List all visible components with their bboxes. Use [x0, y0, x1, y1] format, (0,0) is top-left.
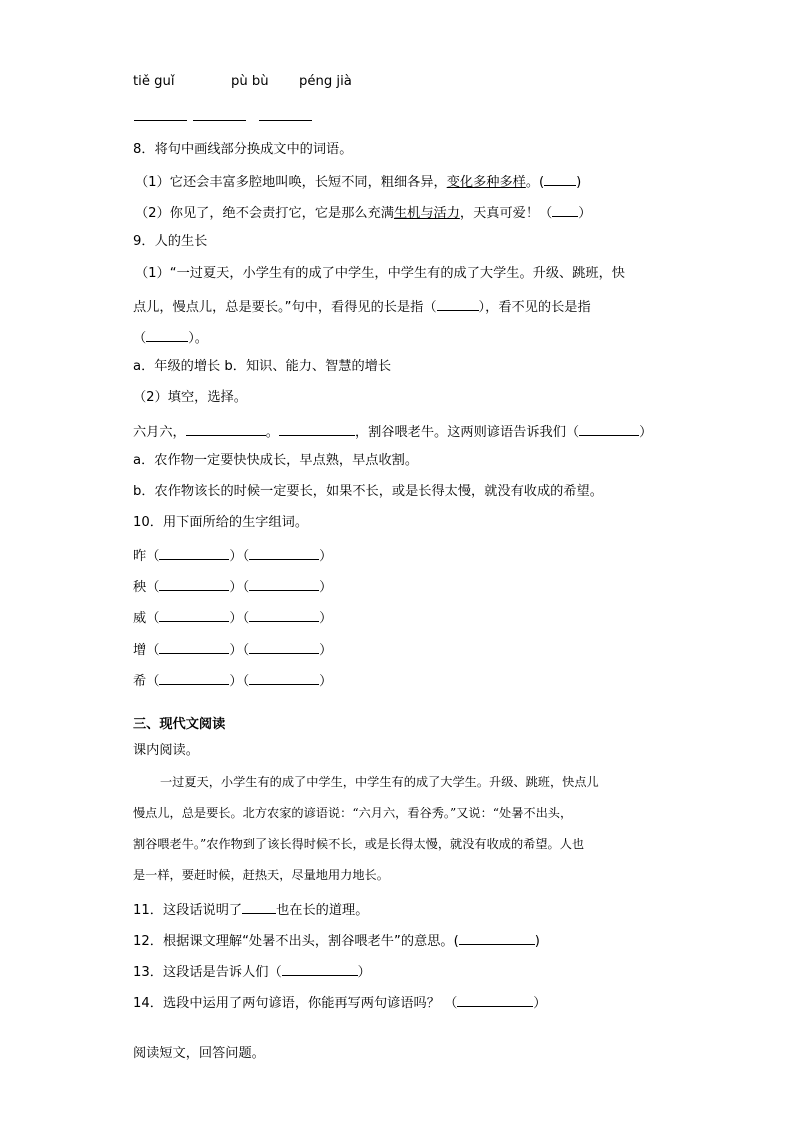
q8-blank-2[interactable] [552, 202, 578, 217]
q9-title: 9．人的生长 [133, 234, 208, 249]
q10-blank[interactable] [159, 639, 229, 654]
q9-blank-invisible[interactable] [146, 327, 188, 342]
writing-line-2[interactable] [193, 120, 246, 121]
q12: 12．根据课文理解“处暑不出头，割谷喂老牛”的意思。( ) [133, 930, 540, 951]
q9-option-b: b．农作物该长的时候一定要长，如果不长，或是长得太慢，就没有收成的希望。 [133, 484, 603, 499]
q10-blank[interactable] [159, 670, 229, 685]
q10-row: 昨（ ）（ ） [133, 545, 332, 566]
q11-blank[interactable] [242, 899, 276, 914]
pinyin-2: pù bù [231, 74, 269, 89]
q10-blank[interactable] [159, 607, 229, 622]
pinyin-3: péng jià [299, 74, 352, 89]
q9-blank-proverb-2[interactable] [279, 421, 355, 436]
q10-blank[interactable] [249, 639, 319, 654]
q10-blank[interactable] [249, 545, 319, 560]
q10-blank[interactable] [249, 670, 319, 685]
q10-blank[interactable] [159, 545, 229, 560]
pinyin-1: tiě guǐ [133, 74, 175, 89]
section-subheading: 课内阅读。 [133, 743, 199, 758]
q9-option-a: a．农作物一定要快快成长，早点熟，早点收割。 [133, 453, 419, 468]
q9-p1-line1: （1）“一过夏天，小学生有的成了中学生，中学生有的成了大学生。升级、跳班，快 [135, 266, 625, 281]
footer-instruction: 阅读短文，回答问题。 [133, 1046, 265, 1061]
q10-row: 希（ ）（ ） [133, 670, 332, 691]
q10-blank[interactable] [249, 576, 319, 591]
passage-line-2: 慢点儿，总是要长。北方农家的谚语说：“六月六，看谷秀。”又说：“处暑不出头， [133, 806, 573, 820]
writing-line-3[interactable] [259, 120, 312, 121]
q12-blank[interactable] [459, 930, 535, 945]
q9-blank-visible[interactable] [437, 296, 479, 311]
q14-blank[interactable] [457, 992, 533, 1007]
q9-p2-title: （2）填空，选择。 [133, 390, 247, 405]
q10-row: 威（ ）（ ） [133, 607, 332, 628]
q10-blank[interactable] [159, 576, 229, 591]
q10-blank[interactable] [249, 607, 319, 622]
q9-p1-line3: （ ）。 [133, 327, 208, 348]
q9-blank-proverb-1[interactable] [186, 421, 266, 436]
section-heading: 三、现代文阅读 [133, 717, 226, 732]
q9-p1-line2: 点儿，慢点儿，总是要长。”句中，看得见的长是指（ ），看不见的长是指 [133, 296, 591, 317]
q9-p2-fill: 六月六， 。 ，割谷喂老牛。这两则谚语告诉我们（ ） [133, 421, 652, 442]
q10-row: 秧（ ）（ ） [133, 576, 332, 597]
passage-line-3: 割谷喂老牛。”农作物到了该长得时候不长，或是长得太慢，就没有收成的希望。人也 [133, 837, 585, 851]
q13: 13．这段话是告诉人们（ ） [133, 961, 371, 982]
q8-blank-1[interactable] [544, 171, 576, 186]
q13-blank[interactable] [282, 961, 358, 976]
writing-line-1[interactable] [134, 120, 187, 121]
q8-sentence-2: （2）你见了，绝不会责打它，它是那么充满生机与活力，天真可爱！（ ） [135, 202, 591, 223]
passage-line-1: 一过夏天，小学生有的成了中学生，中学生有的成了大学生。升级、跳班，快点儿 [160, 775, 599, 789]
q8-title: 8．将句中画线部分换成文中的词语。 [133, 142, 353, 157]
q9-options-1: a．年级的增长 b．知识、能力、智慧的增长 [133, 359, 392, 374]
passage-line-4: 是一样，要赶时候，赶热天，尽量地用力地长。 [133, 868, 389, 882]
q8-sentence-1: （1）它还会丰富多腔地叫唤，长短不同，粗细各异，变化多种多样。( ) [135, 171, 581, 192]
q14: 14．选段中运用了两句谚语，你能再写两句谚语吗？ （ ） [133, 992, 546, 1013]
q10-title: 10．用下面所给的生字组词。 [133, 515, 309, 530]
q9-blank-choice[interactable] [579, 421, 639, 436]
q11: 11．这段话说明了 也在长的道理。 [133, 899, 368, 920]
q10-row: 增（ ）（ ） [133, 639, 332, 660]
